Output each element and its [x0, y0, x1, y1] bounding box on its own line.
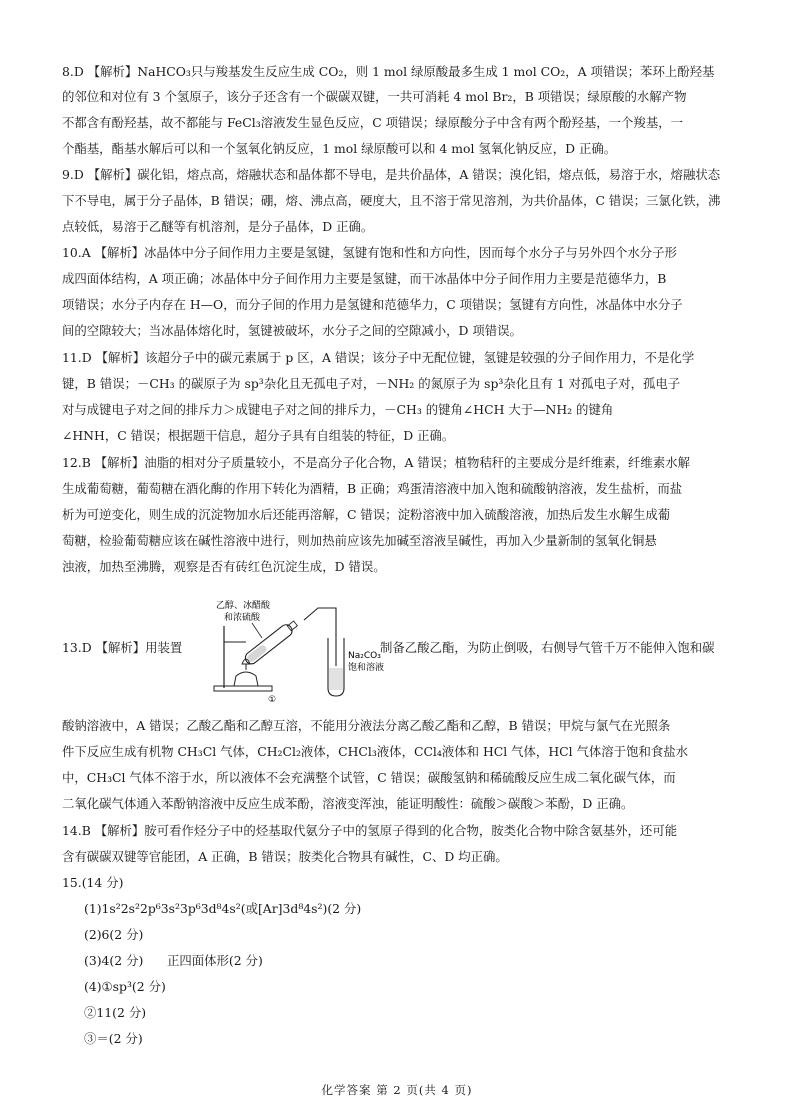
q12-line-4: 萄糖，检验葡萄糖应该在碱性溶液中进行，则加热前应该先加碱至溶液呈碱性，再加入少量新制的氢氧化铜悬: [62, 533, 657, 548]
q15-answer-5: ②11(2 分): [84, 1005, 147, 1020]
q8-line-1: 8.D 【解析】NaHCO₃只与羧基发生反应生成 CO₂，则 1 mol 绿原酸最多生成 1 mol CO₂，A 项错误；苯环上酚羟基: [62, 64, 715, 79]
q10-line-2: 成四面体结构，A 项正确；冰晶体中分子间作用力主要是氢键，而干冰晶体中分子间作用力主要是范德华力，B: [62, 271, 667, 286]
q13-line-4: 二氧化碳气体通入苯酚钠溶液中反应生成苯酚，溶液变浑浊，能证明酸性：硫酸＞碳酸＞苯酚，D 正确。: [62, 796, 634, 811]
q11-line-3: 对与成键电子对之间的排斥力＞成键电子对之间的排斥力，－CH₃ 的键角∠HCH 大于—NH₂ 的键角: [62, 402, 614, 417]
q13-lead: 13.D 【解析】用装置: [62, 640, 183, 655]
q15-answer-3: (3)4(2 分) 正四面体形(2 分): [84, 953, 263, 968]
q13-line-2: 件下反应生成有机物 CH₃Cl 气体，CH₂Cl₂液体，CHCl₃液体，CCl₄液体和 HCl 气体，HCl 气体溶于饱和食盐水: [62, 744, 689, 759]
q15-answer-2: (2)6(2 分): [84, 927, 144, 942]
q9-line-1: 9.D 【解析】碳化铝，熔点高，熔融状态和晶体都不导电，是共价晶体，A 错误；溴化铝，熔点低，易溶于水，熔融状态: [62, 167, 721, 182]
q14-line-1: 14.B 【解析】胺可看作烃分子中的烃基取代氨分子中的氢原子得到的化合物，胺类化合物中除含氨基外，还可能: [62, 823, 678, 838]
q9-line-3: 点较低，易溶于乙醚等有机溶剂，是分子晶体，D 正确。: [62, 219, 374, 234]
q13-line-3: 中，CH₃Cl 气体不溶于水，所以液体不会充满整个试管，C 错误；碳酸氢钠和稀硫酸反应生成二氧化碳气体，而: [62, 770, 676, 785]
diagram-label-na2co3: Na₂CO₃: [348, 651, 381, 661]
ester-apparatus-diagram: [212, 596, 385, 705]
q8-line-2: 的邻位和对位有 3 个氢原子，该分子还含有一个碳碳双键，一共可消耗 4 mol Br₂，B 项错误；绿原酸的水解产物: [62, 89, 687, 104]
q11-line-1: 11.D 【解析】该超分子中的碳元素属于 p 区，A 错误；该分子中无配位键，氢键是较强的分子间作用力，不是化学: [62, 350, 695, 365]
q15-answer-1: (1)1s²2s²2p⁶3s²3p⁶3d⁸4s²(或[Ar]3d⁸4s²)(2 分): [84, 901, 362, 916]
q12-line-2: 生成葡萄糖，葡萄糖在酒化酶的作用下转化为酒精，B 正确；鸡蛋清溶液中加入饱和硫酸钠溶液，发生盐析，而盐: [62, 481, 683, 496]
q9-line-2: 下不导电，属于分子晶体，B 错误；硼，熔、沸点高，硬度大，且不溶于常见溶剂，为共价晶体，C 错误；三氯化铁，沸: [62, 193, 721, 208]
q11-line-2: 键，B 错误；－CH₃ 的碳原子为 sp³杂化且无孤电子对，－NH₂ 的氮原子为 sp³杂化且有 1 对孤电子对，孤电子: [62, 376, 681, 391]
diagram-label-saturated: 饱和溶液: [348, 663, 385, 673]
q12-line-3: 析为可逆变化，则生成的沉淀物加水后还能再溶解，C 错误；淀粉溶液中加入硫酸溶液，加热后发生水解生成葡: [62, 507, 671, 522]
diagram-label-reagents: 乙醇、冰醋酸: [216, 601, 271, 611]
q14-line-2: 含有碳碳双键等官能团，A 正确，B 错误；胺类化合物具有碱性，C、D 均正确。: [62, 849, 508, 864]
page-footer: 化学答案 第 2 页(共 4 页): [321, 1083, 473, 1097]
q10-line-4: 间的空隙较大；当冰晶体熔化时，氢键被破坏，水分子之间的空隙减小，D 项错误。: [62, 323, 522, 338]
q10-line-3: 项错误；水分子内存在 H—O，而分子间的作用力是氢键和范德华力，C 项错误；氢键有方向性，冰晶体中水分子: [62, 297, 683, 312]
q15-answer-6: ③＝(2 分): [84, 1031, 143, 1046]
q11-line-4: ∠HNH，C 错误；根据题干信息，超分子具有自组装的特征，D 正确。: [62, 428, 455, 443]
q15-answer-4: (4)①sp³(2 分): [84, 979, 166, 994]
q8-line-4: 个酯基，酯基水解后可以和一个氢氧化钠反应，1 mol 绿原酸可以和 4 mol 氢氧化钠反应，D 正确。: [62, 141, 617, 156]
diagram-number: ①: [268, 695, 277, 705]
q13-line-1: 酸钠溶液中，A 错误；乙酸乙酯和乙醇互溶，不能用分液法分离乙酸乙酯和乙醇，B 错误；甲烷与氯气在光照条: [62, 718, 671, 733]
q15-heading: 15.(14 分): [62, 875, 124, 890]
q13-continuation: 制备乙酸乙酯，为防止倒吸，右侧导气管千万不能伸入饱和碳: [380, 640, 715, 655]
q10-line-1: 10.A 【解析】冰晶体中分子间作用力主要是氢键，氢键有饱和性和方向性，因而每个水分子与另外四个水分子形: [62, 245, 677, 260]
q12-line-1: 12.B 【解析】油脂的相对分子质量较小，不是高分子化合物，A 错误；植物秸秆的主要成分是纤维素，纤维素水解: [62, 455, 690, 470]
q8-line-3: 不都含有酚羟基，故不都能与 FeCl₃溶液发生显色反应，C 项错误；绿原酸分子中含有两个酚羟基，一个羧基，一: [62, 115, 683, 130]
diagram-label-acid: 和浓硫酸: [224, 613, 261, 623]
q12-line-5: 浊液，加热至沸腾，观察是否有砖红色沉淀生成，D 错误。: [62, 559, 386, 574]
